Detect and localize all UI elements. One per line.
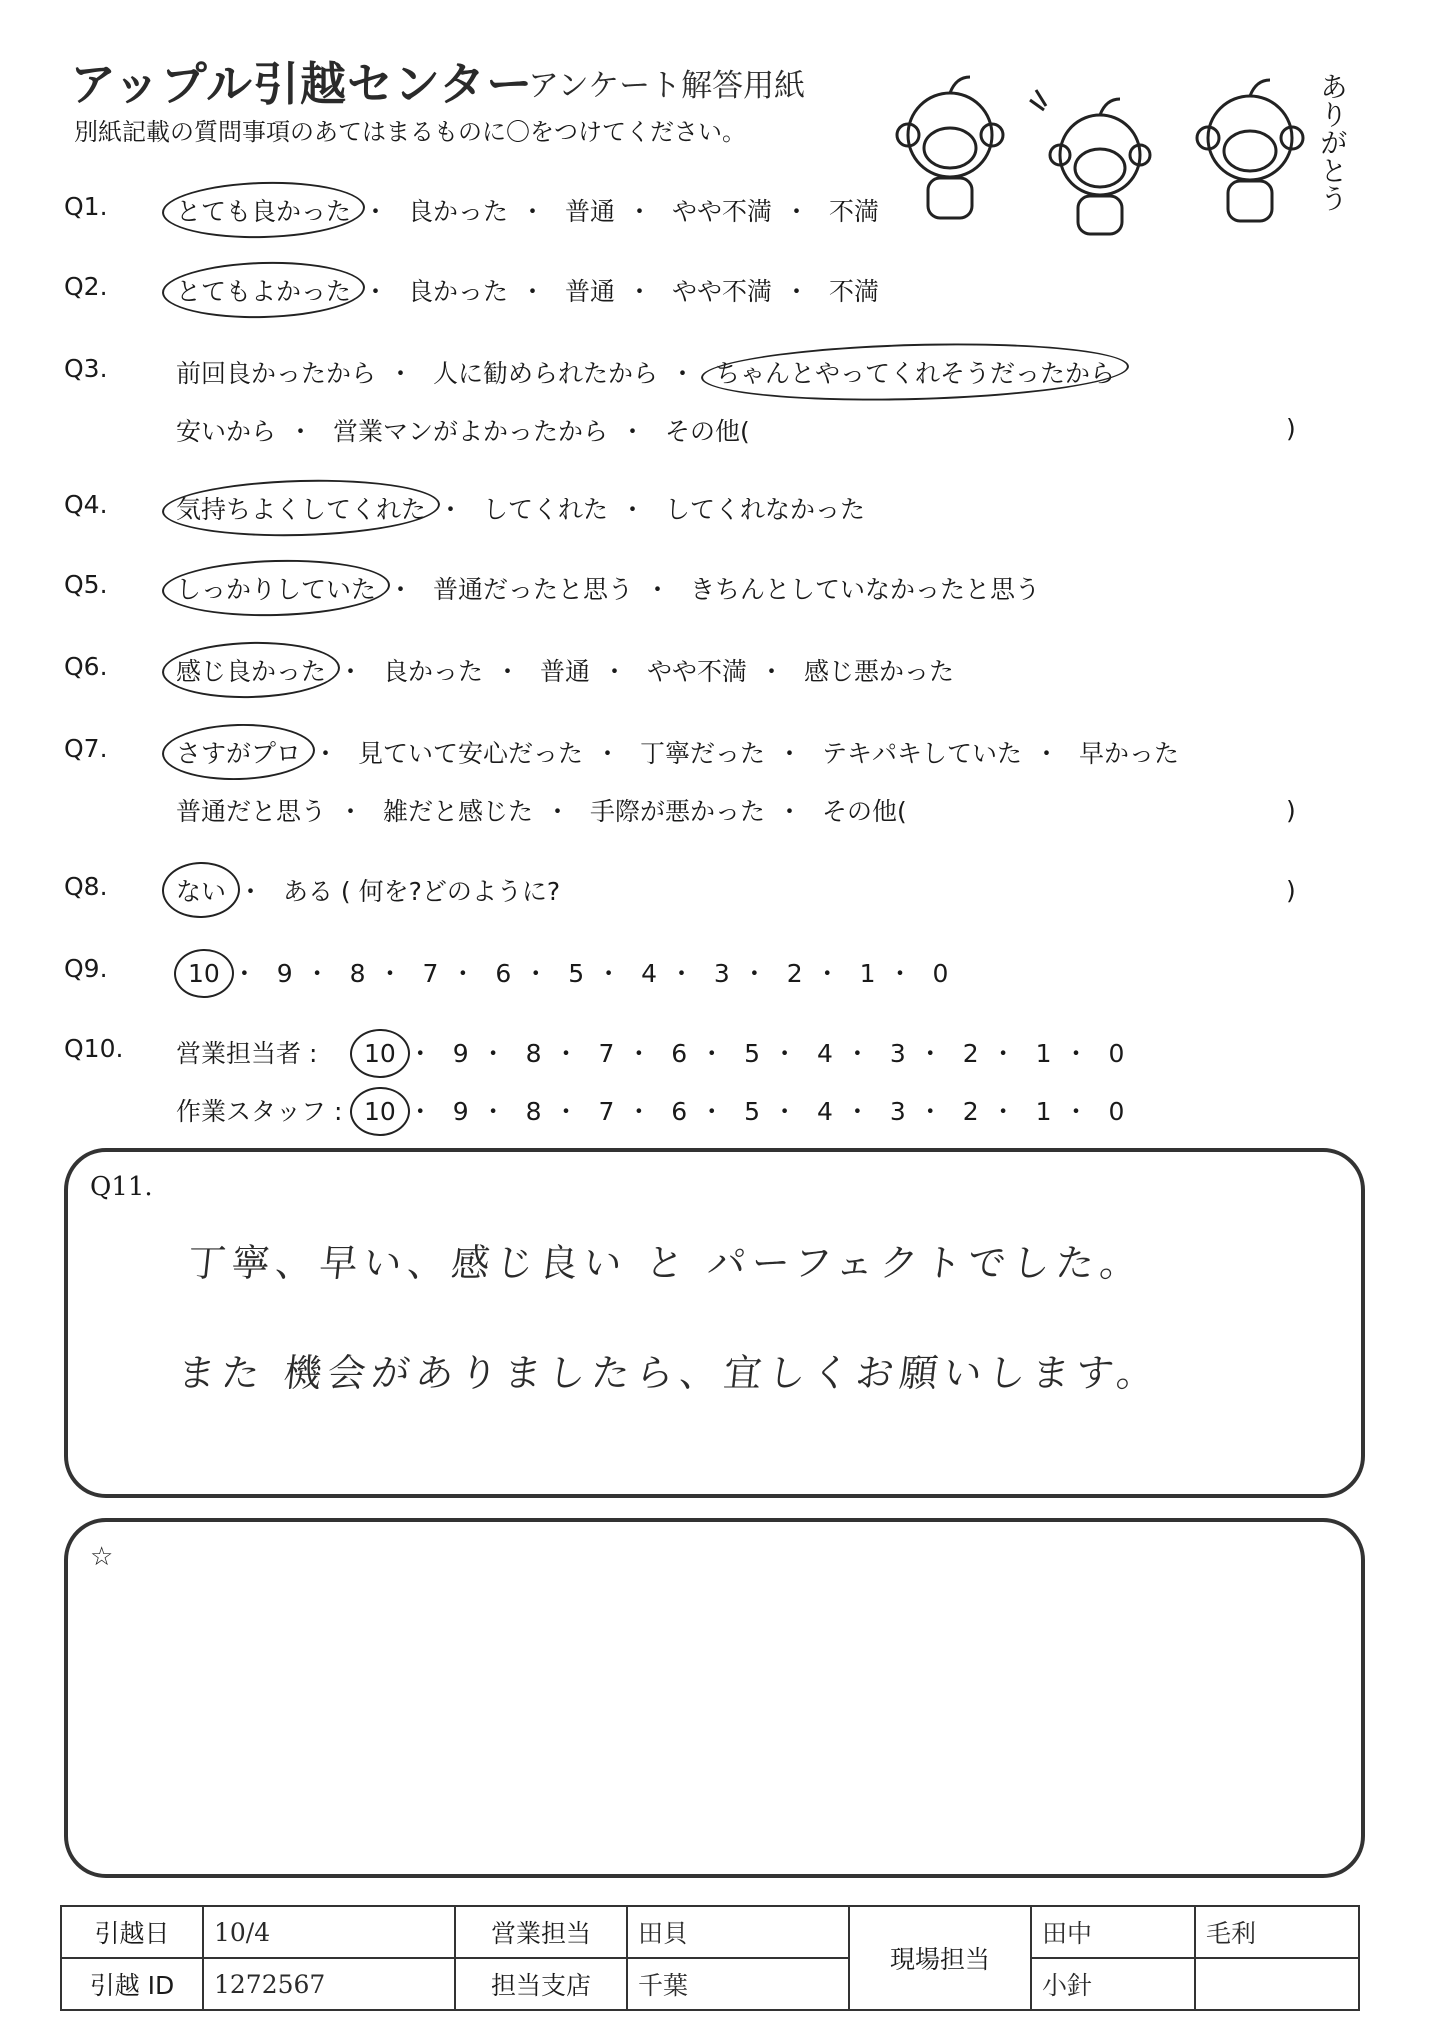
sales-rep-value[interactable]: 田貝 (627, 1906, 849, 1958)
q10-staff-score[interactable]: 1 (1035, 1097, 1052, 1126)
q1-option-selected[interactable]: とても良かった (176, 192, 351, 228)
move-id-value[interactable]: 1272567 (203, 1958, 455, 2010)
site-staff-4[interactable] (1195, 1958, 1359, 2010)
q9-score[interactable]: 4 (641, 959, 657, 988)
q4-option-selected[interactable]: 気持ちよくしてくれた (176, 490, 426, 526)
q10-staff-score[interactable]: 4 (817, 1097, 833, 1126)
q10-staff-score[interactable]: 2 (962, 1097, 979, 1126)
q11-comment-line1: 丁寧、早い、感じ良い と パーフェクトでした。 (185, 1241, 1147, 1285)
q11-comment-box[interactable] (64, 1148, 1365, 1498)
q4-option[interactable]: してくれた (482, 495, 608, 524)
q10-sales-score[interactable]: 7 (598, 1039, 615, 1068)
monkey-mascots-illustration (880, 60, 1350, 240)
site-staff-label: 現場担当 (849, 1906, 1031, 2010)
q2-option[interactable]: 普通 (564, 277, 615, 306)
q7-option[interactable]: 雑だと感じた (382, 797, 533, 826)
q10-sales-score[interactable]: 5 (744, 1039, 761, 1068)
q10-sales-score[interactable]: 6 (671, 1039, 688, 1068)
brand-title: アップル引越センター (70, 57, 534, 111)
q3-option-selected[interactable]: ちゃんとやってくれそうだったから (715, 354, 1115, 390)
q9-label: Q9. (64, 954, 108, 983)
q10-sales-scale: 営業担当者 : 10 ・ 9 ・ 8 ・ 7 ・ 6 ・ 5 ・ 4 ・ 3 ・ 2 ・ 1 ・ 0 (176, 1034, 1136, 1070)
sales-rep-label: 営業担当 (455, 1906, 627, 1958)
q9-score[interactable]: 8 (349, 959, 366, 988)
q10-staff-score-selected[interactable]: 10 (363, 1097, 396, 1126)
q3-paren-close: ) (1286, 414, 1296, 443)
q5-option[interactable]: 普通だったと思う (432, 575, 633, 604)
branch-value[interactable]: 千葉 (627, 1958, 849, 2010)
q10-sales-score[interactable]: 2 (962, 1039, 979, 1068)
move-date-value[interactable]: 10/4 (203, 1906, 455, 1958)
q1-label: Q1. (64, 192, 108, 221)
q3-option[interactable]: 前回良かったから (176, 359, 377, 388)
q10-sales-score[interactable]: 9 (452, 1039, 469, 1068)
branch-label: 担当支店 (455, 1958, 627, 2010)
q10-sales-score[interactable]: 4 (817, 1039, 833, 1068)
q10-staff-score[interactable]: 6 (671, 1097, 688, 1126)
site-staff-2[interactable]: 毛利 (1195, 1906, 1359, 1958)
q7-paren-close: ) (1286, 796, 1296, 825)
site-staff-1[interactable]: 田中 (1031, 1906, 1195, 1958)
q9-score[interactable]: 9 (276, 959, 293, 988)
q11-comment-line2: また 機会がありましたら、宜しくお願いします。 (175, 1351, 1163, 1395)
q10-staff-score[interactable]: 8 (525, 1097, 542, 1126)
q10-sales-score[interactable]: 3 (889, 1039, 906, 1068)
q8-option-selected[interactable]: ない (176, 872, 226, 908)
q3-options-line2: 安いから ・ 営業マンがよかったから ・ その他( (176, 412, 750, 448)
q8-option[interactable]: ある ( 何を?どのように? (282, 877, 561, 906)
thanks-text: ありがとう (1316, 72, 1349, 212)
q1-option[interactable]: やや不満 (671, 197, 772, 226)
q7-option[interactable]: テキパキしていた (821, 739, 1022, 768)
q4-option[interactable]: してくれなかった (664, 495, 865, 524)
q6-option[interactable]: 普通 (539, 657, 590, 686)
q7-option[interactable]: 早かった (1078, 739, 1179, 768)
q7-option[interactable]: 見ていて安心だった (357, 739, 583, 768)
q5-option-selected[interactable]: しっかりしていた (176, 570, 376, 606)
q10-sales-label: 営業担当者 : (176, 1039, 318, 1068)
q6-options: 感じ良かった ・ 良かった ・ 普通 ・ やや不満 ・ 感じ悪かった (176, 652, 954, 688)
q10-staff-score[interactable]: 3 (889, 1097, 906, 1126)
q10-staff-score[interactable]: 0 (1108, 1097, 1125, 1126)
q6-option[interactable]: やや不満 (646, 657, 747, 686)
q5-option[interactable]: きちんとしていなかったと思う (689, 575, 1040, 604)
q5-options: しっかりしていた ・ 普通だったと思う ・ きちんとしていなかったと思う (176, 570, 1040, 606)
q6-option[interactable]: 感じ悪かった (803, 657, 954, 686)
monkey-2-icon (1030, 90, 1150, 234)
q1-options: とても良かった ・ 良かった ・ 普通 ・ やや不満 ・ 不満 (176, 192, 879, 228)
q10-staff-score[interactable]: 5 (744, 1097, 761, 1126)
q3-label: Q3. (64, 354, 108, 383)
q9-score-selected[interactable]: 10 (188, 959, 220, 988)
q9-scale: 10 ・ 9 ・ 8 ・ 7 ・ 6 ・ 5 ・ 4 ・ 3 ・ 2 ・ 1 ・ 0 (188, 959, 949, 988)
q7-option[interactable]: 手際が悪かった (589, 797, 765, 826)
q1-option[interactable]: 不満 (828, 197, 879, 226)
q2-option[interactable]: 良かった (407, 277, 508, 306)
monkey-1-icon (897, 77, 1003, 218)
site-staff-3[interactable]: 小針 (1031, 1958, 1195, 2010)
q11-label: Q11. (90, 1172, 153, 1202)
q6-label: Q6. (64, 652, 108, 681)
monkey-3-icon (1197, 80, 1303, 221)
star-icon: ☆ (90, 1542, 114, 1572)
q2-label: Q2. (64, 272, 108, 301)
q7-option[interactable]: 普通だと思う (176, 797, 327, 826)
q2-option[interactable]: やや不満 (671, 277, 772, 306)
q1-option[interactable]: 普通 (564, 197, 615, 226)
q8-paren-close: ) (1286, 876, 1296, 905)
q6-option-selected[interactable]: 感じ良かった (176, 652, 326, 688)
q2-option[interactable]: 不満 (828, 277, 879, 306)
q6-option[interactable]: 良かった (382, 657, 483, 686)
q10-label: Q10. (64, 1034, 124, 1063)
q10-staff-score[interactable]: 7 (598, 1097, 615, 1126)
q10-sales-score[interactable]: 8 (525, 1039, 542, 1068)
q7-options-line1: さすがプロ ・ 見ていて安心だった ・ 丁寧だった ・ テキパキしていた ・ 早かった (176, 734, 1179, 770)
q1-option[interactable]: 良かった (407, 197, 508, 226)
q9-score[interactable]: 1 (859, 959, 876, 988)
form-subtitle: アンケート解答用紙 (528, 68, 806, 104)
q7-option[interactable]: 丁寧だった (639, 739, 765, 768)
q3-option-other[interactable]: その他( (664, 417, 750, 446)
q10-staff-label: 作業スタッフ : (176, 1097, 343, 1126)
q9-score[interactable]: 2 (786, 959, 803, 988)
footer-info-table (60, 1905, 1360, 2011)
q3-option[interactable]: 安いから (176, 417, 277, 446)
q8-label: Q8. (64, 872, 108, 901)
q3-option[interactable]: 人に勧められたから (432, 359, 658, 388)
q9-score[interactable]: 7 (422, 959, 439, 988)
q10-staff-scale: 作業スタッフ : 10 ・ 9 ・ 8 ・ 7 ・ 6 ・ 5 ・ 4 ・ 3 ・ 2 ・ 1 ・ 0 (176, 1092, 1136, 1128)
move-id-label: 引越 ID (61, 1958, 203, 2010)
q4-label: Q4. (64, 490, 108, 519)
move-date-label: 引越日 (61, 1906, 203, 1958)
q9-score[interactable]: 5 (568, 959, 585, 988)
q5-label: Q5. (64, 570, 108, 599)
q10-sales-score-selected[interactable]: 10 (363, 1039, 396, 1068)
q7-option-other[interactable]: その他( (821, 797, 907, 826)
instruction-text: 別紙記載の質問事項のあてはまるものに〇をつけてください。 (74, 118, 746, 146)
q3-option[interactable]: 営業マンがよかったから (332, 417, 608, 446)
q10-sales-score[interactable]: 0 (1108, 1039, 1125, 1068)
q10-staff-score[interactable]: 9 (452, 1097, 469, 1126)
q4-options: 気持ちよくしてくれた ・ してくれた ・ してくれなかった (176, 490, 865, 526)
q9-score[interactable]: 0 (932, 959, 949, 988)
q9-score[interactable]: 3 (713, 959, 730, 988)
q7-option-selected[interactable]: さすがプロ (176, 734, 301, 770)
q3-options-line1: 前回良かったから ・ 人に勧められたから ・ ちゃんとやってくれそうだったから (176, 354, 1115, 390)
q7-label: Q7. (64, 734, 108, 763)
q10-sales-score[interactable]: 1 (1035, 1039, 1052, 1068)
free-comment-box[interactable] (64, 1518, 1365, 1878)
q8-options: ない ・ ある ( 何を?どのように? (176, 872, 560, 908)
q2-options: とてもよかった ・ 良かった ・ 普通 ・ やや不満 ・ 不満 (176, 272, 879, 308)
q2-option-selected[interactable]: とてもよかった (176, 272, 351, 308)
q9-score[interactable]: 6 (495, 959, 512, 988)
q7-options-line2: 普通だと思う ・ 雑だと感じた ・ 手際が悪かった ・ その他( (176, 792, 907, 828)
